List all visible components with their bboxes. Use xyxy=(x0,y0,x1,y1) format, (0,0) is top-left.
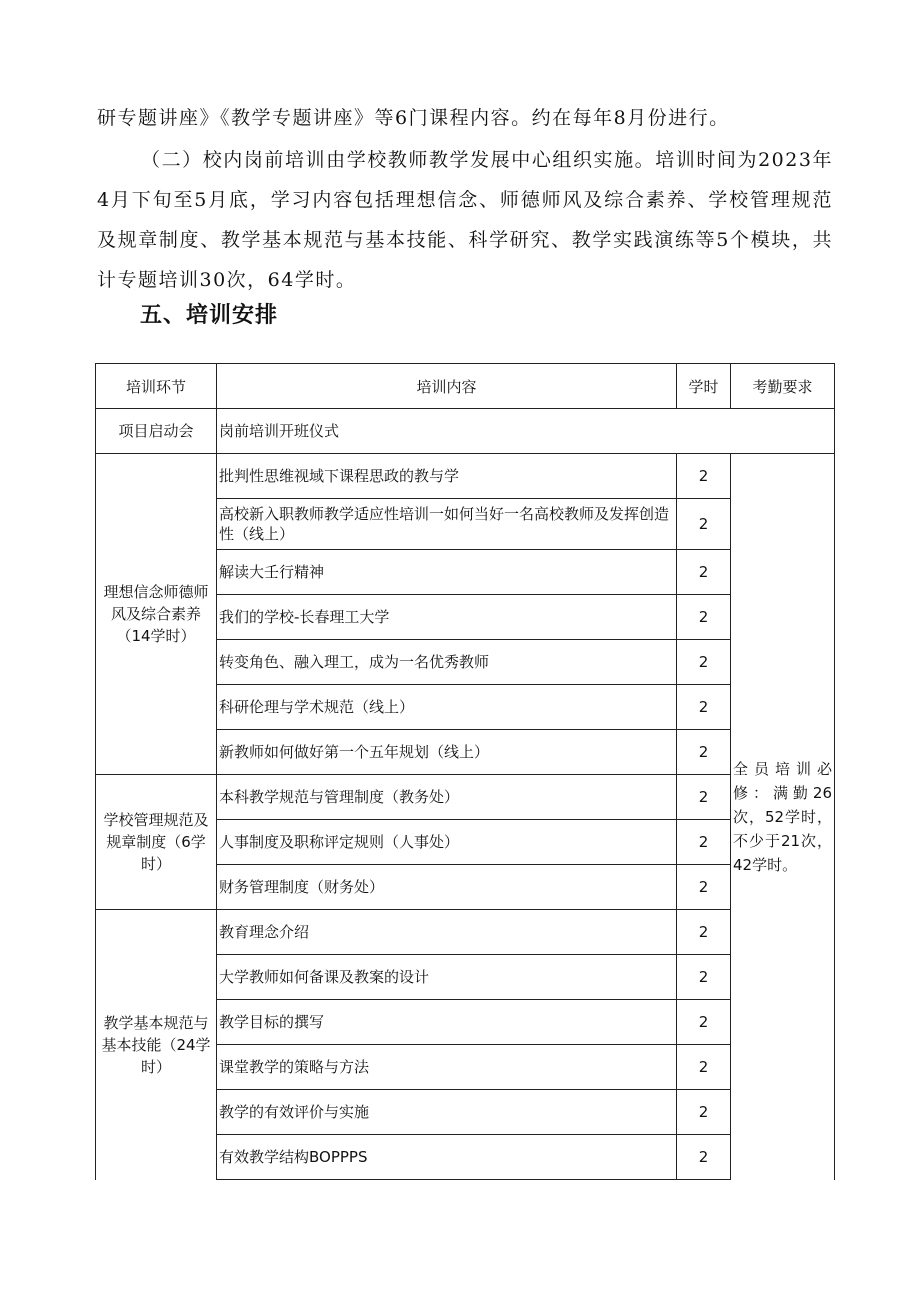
section-heading: 五、培训安排 xyxy=(140,303,279,328)
content-cell: 有效教学结构BOPPPS xyxy=(217,1135,677,1180)
header-content: 培训内容 xyxy=(217,364,677,409)
hours-cell: 2 xyxy=(677,775,731,820)
hours-cell: 2 xyxy=(677,1090,731,1135)
table-header-row xyxy=(96,364,835,409)
content-cell: 财务管理制度（财务处） xyxy=(217,865,677,910)
kickoff-content: 岗前培训开班仪式 xyxy=(217,409,835,454)
header-segment: 培训环节 xyxy=(96,364,217,409)
kickoff-segment: 项目启动会 xyxy=(96,409,217,454)
content-cell: 教学目标的撰写 xyxy=(217,1000,677,1045)
training-schedule-table xyxy=(95,363,835,1180)
hours-cell: 2 xyxy=(677,730,731,775)
hours-cell: 2 xyxy=(677,499,731,550)
segment-cell: 教学基本规范与基本技能（24学时） xyxy=(96,910,217,1180)
content-cell: 人事制度及职称评定规则（人事处） xyxy=(217,820,677,865)
header-attendance: 考勤要求 xyxy=(731,364,835,409)
hours-cell: 2 xyxy=(677,1000,731,1045)
content-cell: 教学的有效评价与实施 xyxy=(217,1090,677,1135)
hours-cell: 2 xyxy=(677,955,731,1000)
hours-cell: 2 xyxy=(677,640,731,685)
content-cell: 教育理念介绍 xyxy=(217,910,677,955)
hours-cell: 2 xyxy=(677,1135,731,1180)
table-row xyxy=(96,409,835,454)
hours-cell: 2 xyxy=(677,910,731,955)
content-cell: 解读大壬行精神 xyxy=(217,550,677,595)
content-cell: 我们的学校-长春理工大学 xyxy=(217,595,677,640)
hours-cell: 2 xyxy=(677,865,731,910)
table-row xyxy=(96,910,835,955)
hours-cell: 2 xyxy=(677,820,731,865)
hours-cell: 2 xyxy=(677,1045,731,1090)
body-paragraph-2: （二）校内岗前培训由学校教师教学发展中心组织实施。培训时间为2023年4月下旬至5月底，学习内容包括理想信念、师德师风及综合素养、学校管理规范及规章制度、教学基本规范与基本技能、科学研究、教学实践演练等5个模块，共计专题培训30次，64学时。 xyxy=(97,149,833,291)
content-cell: 新教师如何做好第一个五年规划（线上） xyxy=(217,730,677,775)
content-cell: 课堂教学的策略与方法 xyxy=(217,1045,677,1090)
content-cell: 大学教师如何备课及教案的设计 xyxy=(217,955,677,1000)
hours-cell: 2 xyxy=(677,595,731,640)
hours-cell: 2 xyxy=(677,454,731,499)
attendance-cell: 全员培训必修：满勤26次，52学时，不少于21次，42学时。 xyxy=(731,454,835,1180)
content-cell: 高校新入职教师教学适应性培训一如何当好一名高校教师及发挥创造性（线上） xyxy=(217,499,677,550)
content-cell: 本科教学规范与管理制度（教务处） xyxy=(217,775,677,820)
segment-cell: 学校管理规范及规章制度（6学时） xyxy=(96,775,217,910)
header-hours: 学时 xyxy=(677,364,731,409)
body-paragraph-1: 研专题讲座》《教学专题讲座》等6门课程内容。约在每年8月份进行。 xyxy=(97,107,730,129)
hours-cell: 2 xyxy=(677,685,731,730)
hours-cell: 2 xyxy=(677,550,731,595)
table-row xyxy=(96,454,835,499)
table-row xyxy=(96,775,835,820)
content-cell: 科研伦理与学术规范（线上） xyxy=(217,685,677,730)
segment-cell: 理想信念师德师风及综合素养（14学时） xyxy=(96,454,217,775)
content-cell: 批判性思维视域下课程思政的教与学 xyxy=(217,454,677,499)
content-cell: 转变角色、融入理工，成为一名优秀教师 xyxy=(217,640,677,685)
